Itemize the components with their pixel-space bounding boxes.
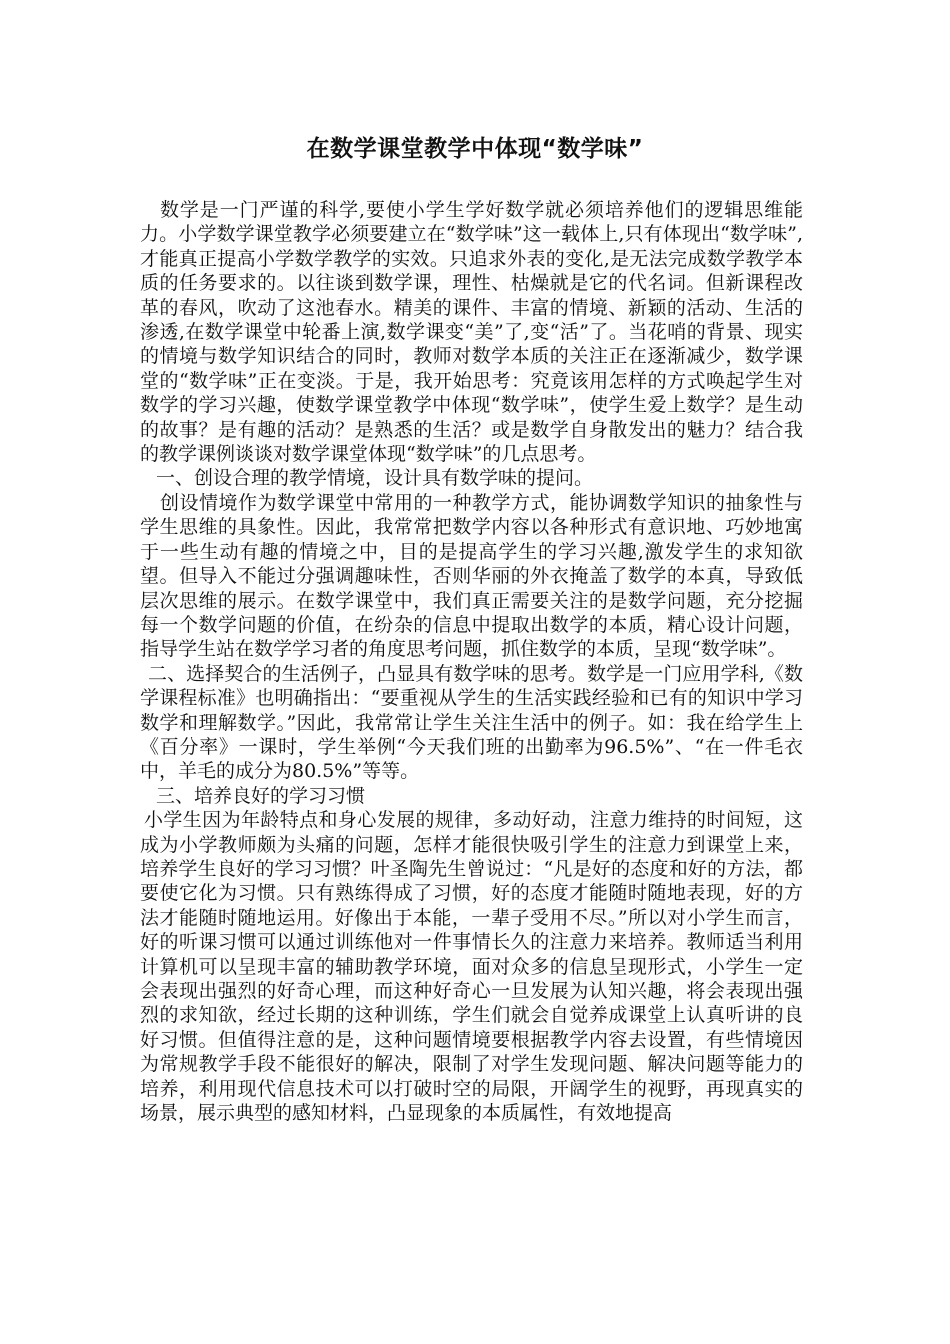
document-title: 在数学课堂教学中体现“数学味” bbox=[306, 136, 644, 162]
section-heading-1: 一、创设合理的教学情境，设计具有数学味的提问。 bbox=[156, 467, 594, 490]
paragraph-section-1: 创设情境作为数学课堂中常用的一种教学方式，能协调数学知识的抽象性与学生思维的具象性。因此，我常常把数学内容以各种形式有意识地、巧妙地寓于一些生动有趣的情境之中，目的是提高学生的学习兴趣,激发学生的求知欲望。但导入不能过分强调趣味性，否则华丽的外衣掩盖了数学的本真，导致低层次思维的展示。在数学课堂中，我们真正需要关注的是数学问题，充分挖掘每一个数学问题的价值，在纷杂的信息中提取出数学的本质，精心设计问题，指导学生站在数学学习者的角度思考问题，抓住数学的本质，呈现“数学味”。 bbox=[140, 491, 803, 661]
paragraph-section-2: 二、选择契合的生活例子，凸显具有数学味的思考。数学是一门应用学科,《数学课程标准》也明确指出：“要重视从学生的生活实践经验和已有的知识中学习数学和理解数学。”因此，我常常让学生关注生活中的例子。如：我在给学生上《百分率》一课时，学生举例“今天我们班的出勤率为96.5%”、“在一件毛衣中，羊毛的成分为80.5%”等等。 bbox=[140, 662, 803, 783]
paragraph-intro: 数学是一门严谨的科学,要使小学生学好数学就必须培养他们的逻辑思维能力。小学数学课堂教学必须要建立在“数学味”这一载体上,只有体现出“数学味”,才能真正提高小学数学教学的实效。只追求外表的变化,是无法完成数学教学本质的任务要求的。以往谈到数学课，理性、枯燥就是它的代名词。但新课程改革的春风，吹动了这池春水。精美的课件、丰富的情境、新颖的活动、生活的渗透,在数学课堂中轮番上演,数学课变“美”了,变“活”了。当花哨的背景、现实的情境与数学知识结合的同时，教师对数学本质的关注正在逐渐减少，数学课堂的“数学味”正在变淡。于是，我开始思考：究竟该用怎样的方式唤起学生对数学的学习兴趣，使数学课堂教学中体现“数学味”，使学生爱上数学？是生动的故事？是有趣的活动？是熟悉的生活？或是数学自身散发出的魅力？结合我的教学课例谈谈对数学课堂体现“数学味”的几点思考。 bbox=[140, 199, 803, 466]
paragraph-section-3: 小学生因为年龄特点和身心发展的规律，多动好动，注意力维持的时间短，这成为小学教师颇为头痛的问题，怎样才能很快吸引学生的注意力到课堂上来，培养学生良好的学习习惯？叶圣陶先生曾说过：“凡是好的态度和好的方法，都要使它化为习惯。只有熟练得成了习惯，好的态度才能随时随地表现，好的方法才能随时随地运用。好像出于本能，一辈子受用不尽。”所以对小学生而言，好的听课习惯可以通过训练他对一件事情长久的注意力来培养。教师适当利用计算机可以呈现丰富的辅助教学环境，面对众多的信息呈现形式，小学生一定会表现出强烈的好奇心理，而这种好奇心一旦发展为认知兴趣，将会表现出强烈的求知欲，经过长期的这种训练，学生们就会自觉养成课堂上认真听讲的良好习惯。但值得注意的是，这种问题情境要根据教学内容去设置，有些情境因为常规教学手段不能很好的解决，限制了对学生发现问题、解决问题等能力的培养，利用现代信息技术可以打破时空的局限，开阔学生的视野，再现真实的场景，展示典型的感知材料，凸显现象的本质属性，有效地提高 bbox=[140, 809, 803, 1125]
section-heading-3: 三、培养良好的学习习惯 bbox=[156, 784, 366, 807]
document-body bbox=[140, 198, 803, 1125]
